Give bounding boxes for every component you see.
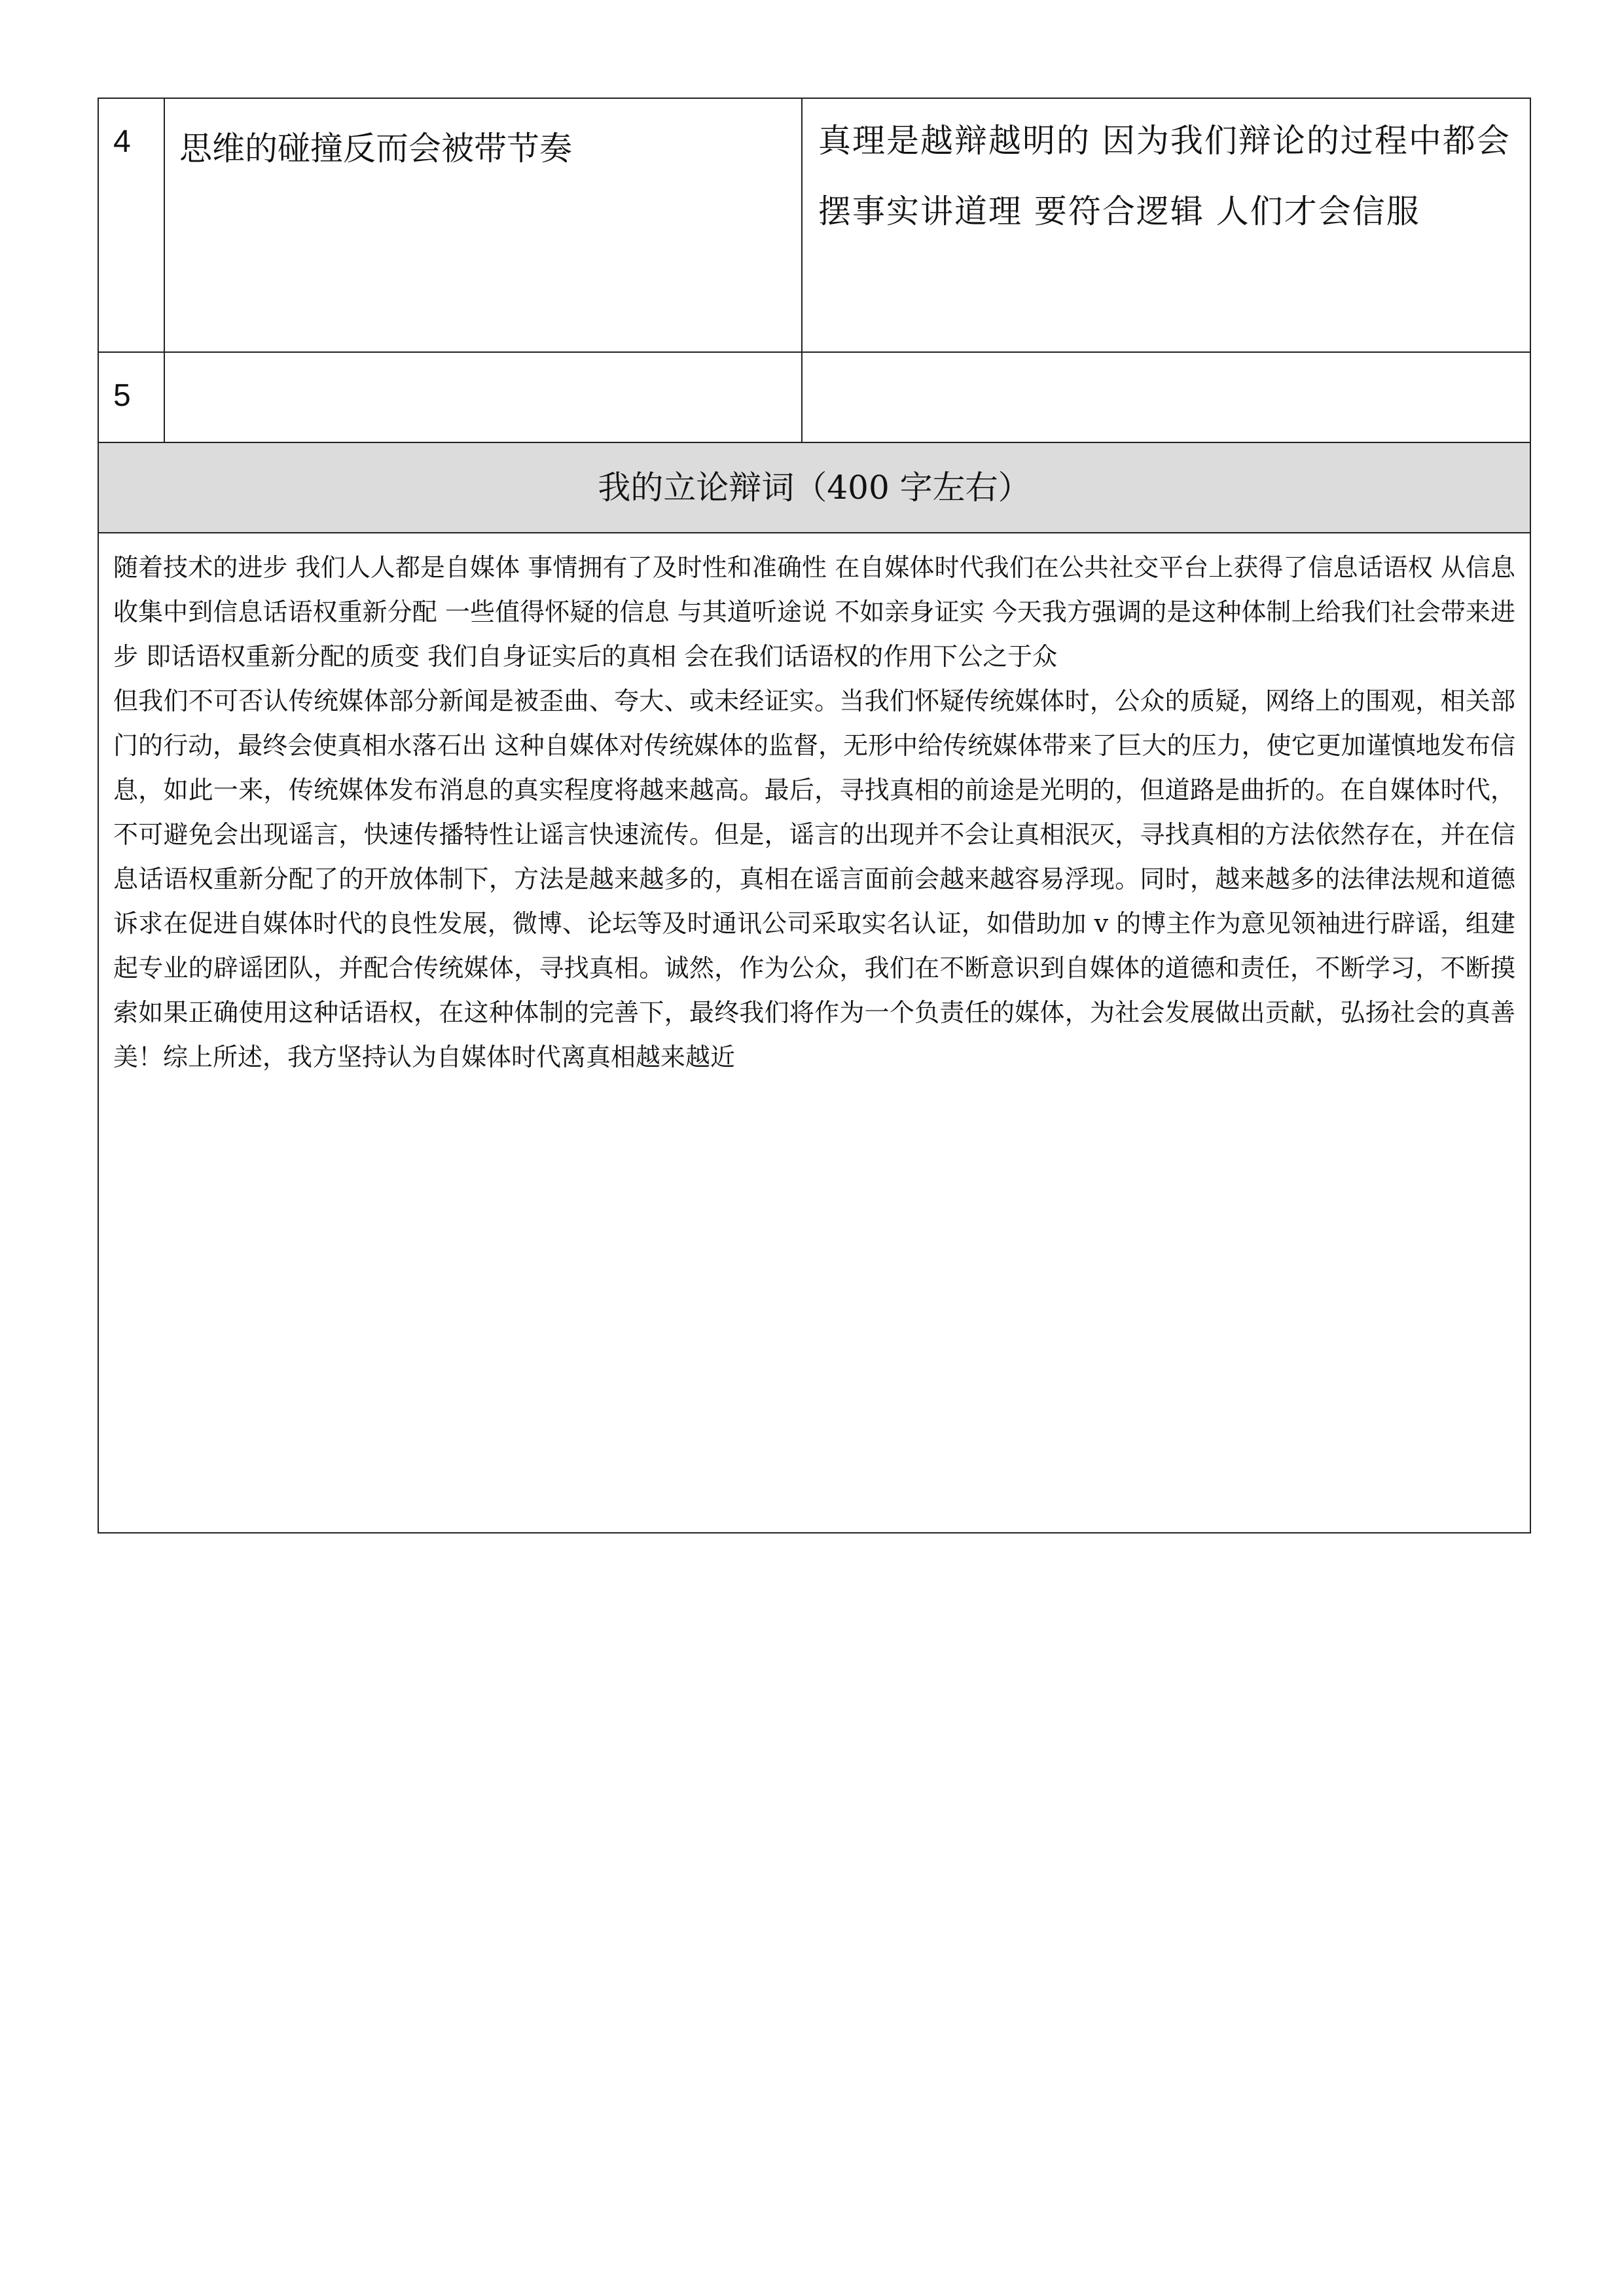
opponent-point xyxy=(165,353,803,442)
statement-paragraph: 随着技术的进步 我们人人都是自媒体 事情拥有了及时性和准确性 在自媒体时代我们在公共社交平台上获得了信息话语权 从信息收集中到信息话语权重新分配 一些值得怀疑的信息 与其道听途说 不如亲身证实 今天我方强调的是这种体制上给我们社会带来进步 即话语权重新分配的质变 我们自身证实后的真相 会在我们话语权的作用下公之于众 xyxy=(113,553,1515,671)
opponent-point: 思维的碰撞反而会被带节奏 xyxy=(165,99,803,351)
debate-worksheet-table xyxy=(98,98,1531,1534)
table-row xyxy=(99,353,1530,443)
rebuttal-text: 真理是越辩越明的 因为我们辩论的过程中都会摆事实讲道理 要符合逻辑 人们才会信服 xyxy=(818,122,1511,230)
rebuttal-text xyxy=(803,353,1530,442)
statement-header: 我的立论辩词（400 字左右） xyxy=(99,443,1530,533)
statement-body xyxy=(99,533,1530,1532)
row-number: 5 xyxy=(99,353,165,442)
row-number: 4 xyxy=(99,99,165,351)
table-row xyxy=(99,99,1530,353)
statement-paragraph: 但我们不可否认传统媒体部分新闻是被歪曲、夸大、或未经证实。当我们怀疑传统媒体时，公众的质疑，网络上的围观，相关部门的行动，最终会使真相水落石出 这种自媒体对传统媒体的监督，无形中给传统媒体带来了巨大的压力，使它更加谨慎地发布信息，如此一来，传统媒体发布消息的真实程度将越来越高。最后，寻找真相的前途是光明的，但道路是曲折的。在自媒体时代，不可避免会出现谣言，快速传播特性让谣言快速流传。但是，谣言的出现并不会让真相泯灭，寻找真相的方法依然存在，并在信息话语权重新分配了的开放体制下，方法是越来越多的，真相在谣言面前会越来越容易浮现。同时，越来越多的法律法规和道德诉求在促进自媒体时代的良性发展，微博、论坛等及时通讯公司采取实名认证，如借助加 v 的博主作为意见领袖进行辟谣，组建起专业的辟谣团队，并配合传统媒体，寻找真相。诚然，作为公众，我们在不断意识到自媒体的道德和责任，不断学习，不断摸索如果正确使用这种话语权，在这种体制的完善下，最终我们将作为一个负责任的媒体，为社会发展做出贡献，弘扬社会的真善美！综上所述，我方坚持认为自媒体时代离真相越来越近 xyxy=(113,687,1515,1071)
